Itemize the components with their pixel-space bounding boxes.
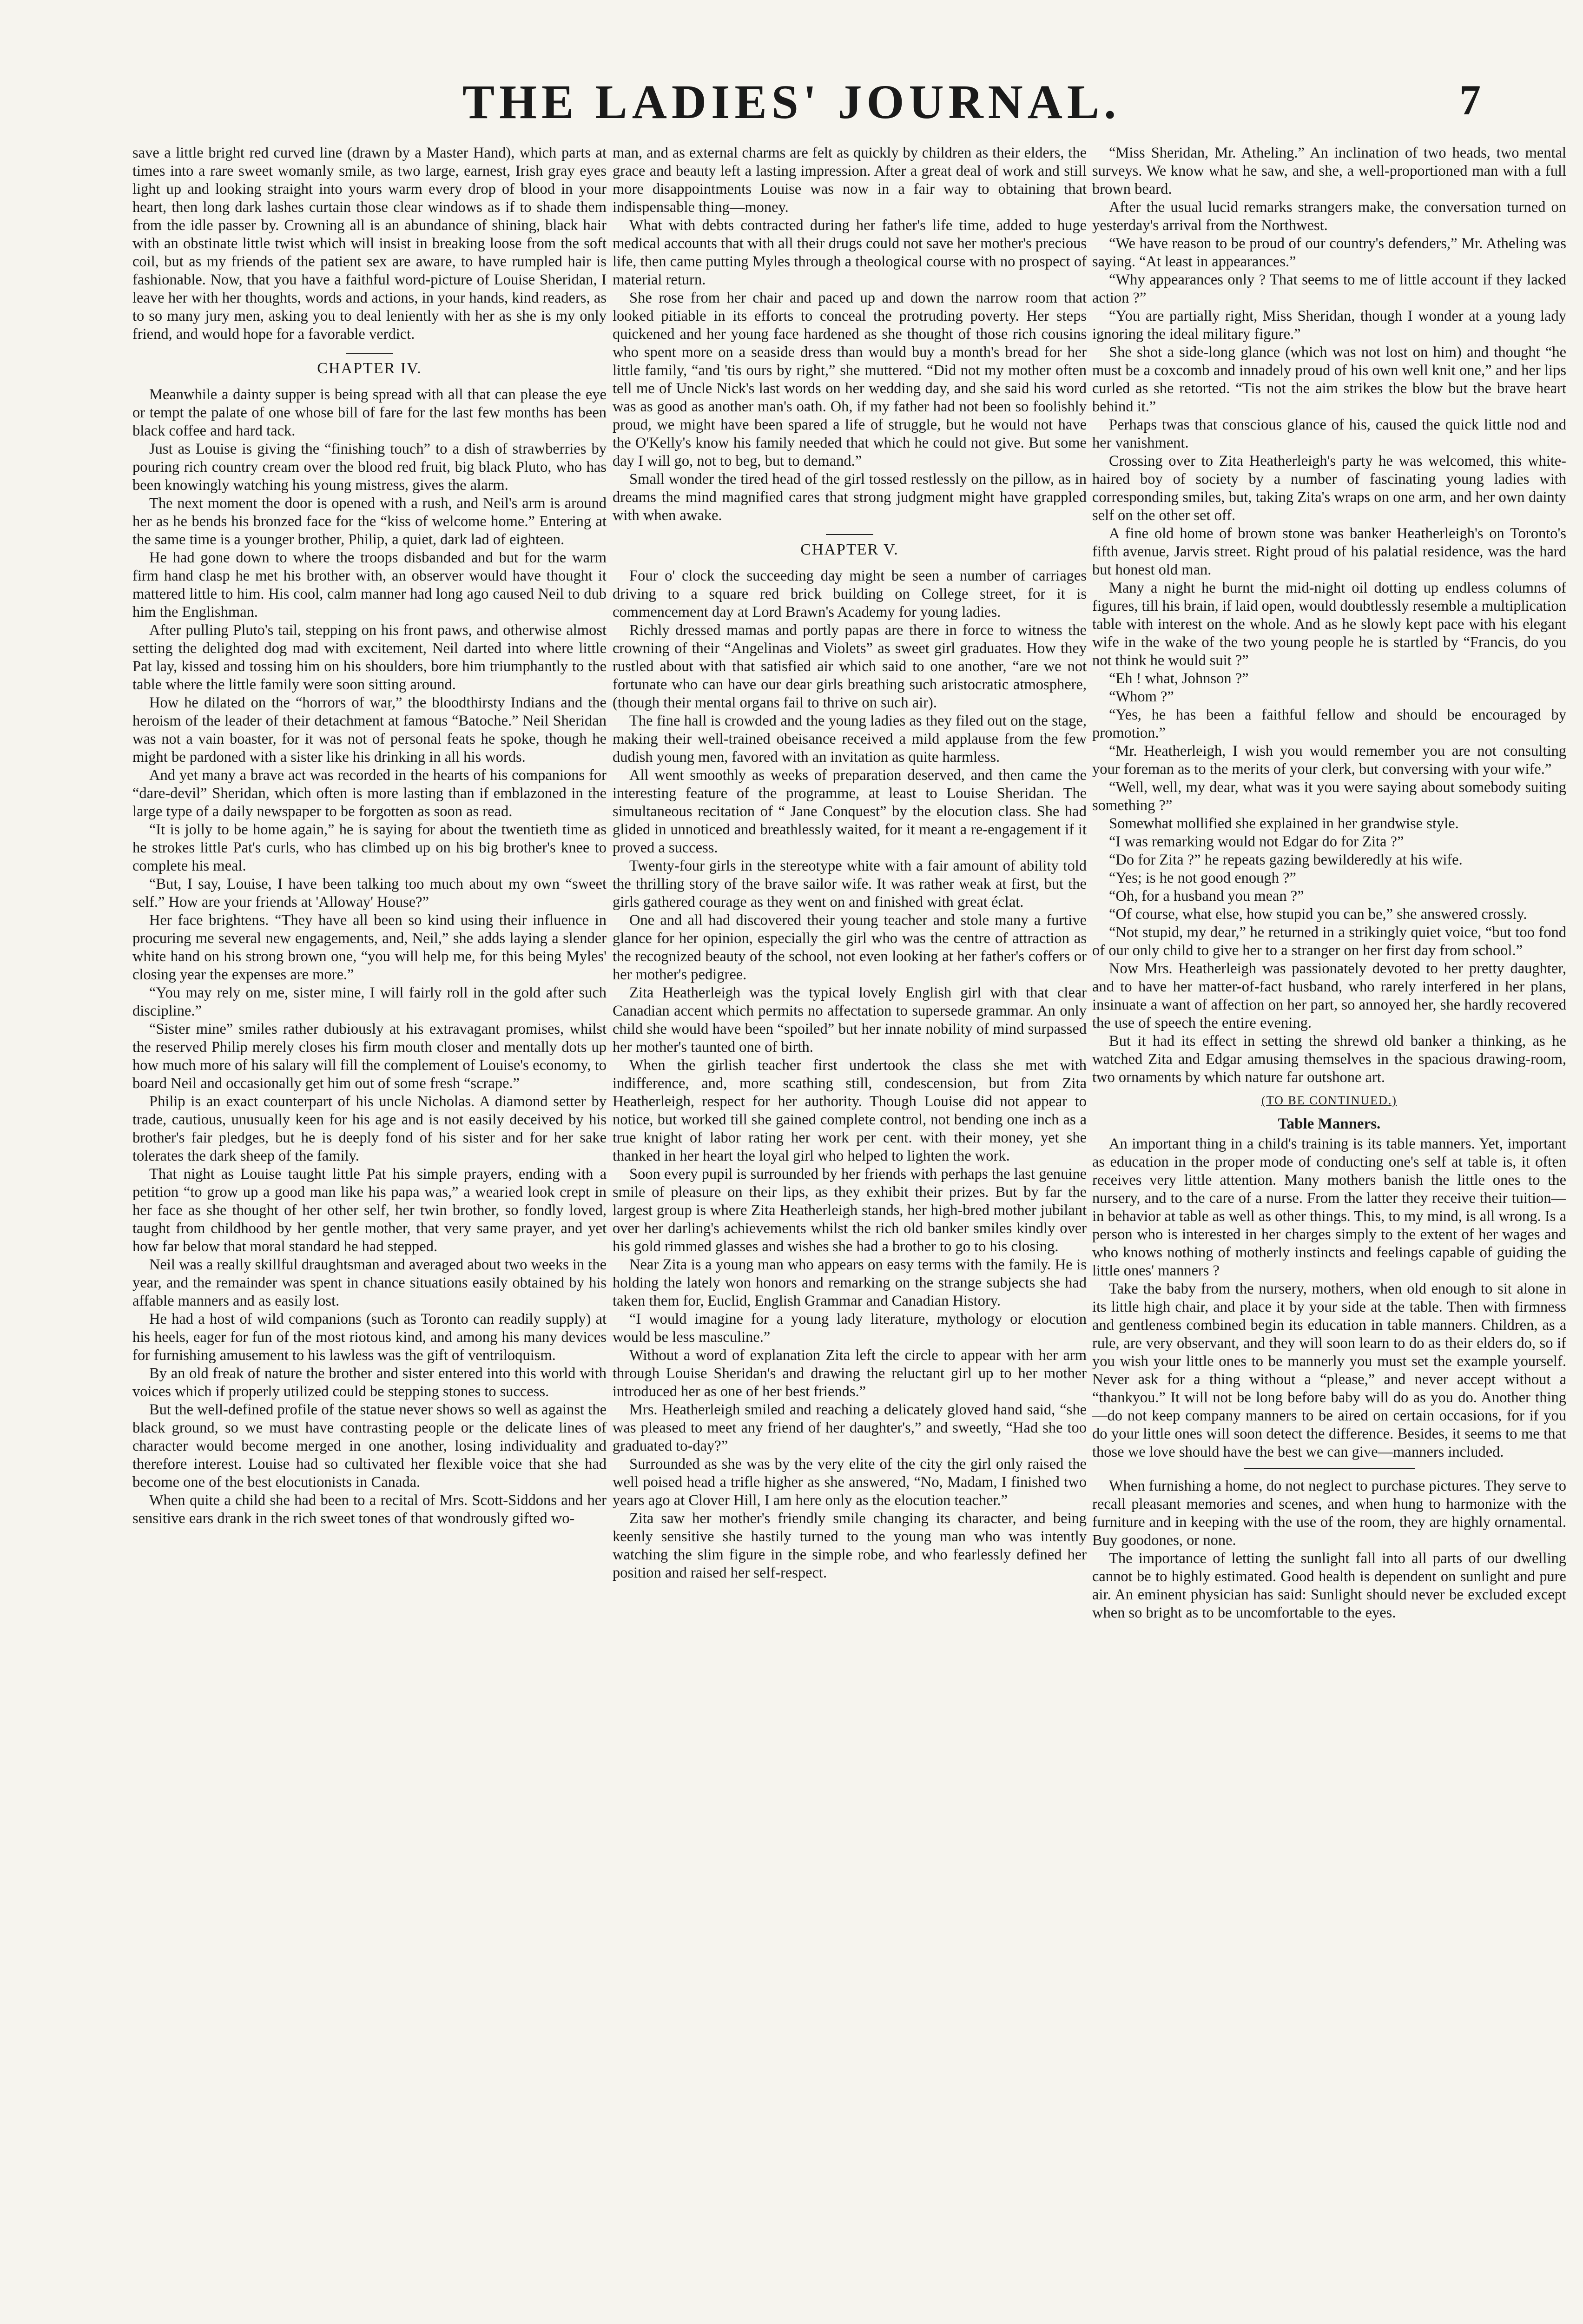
paragraph: She rose from her chair and paced up and down the narrow room that looked pitiable in its efforts to conceal the protruding poverty. Her steps quickened and her young face hardened as she thought of those rich cousins who spent more on a seaside dress than would buy a month's bread for her little family, “and 'tis ours by right,” she muttered. “Did not my mother often tell me of Uncle Nick's last words on her wedding day, and she said his word was as good as another man's oath. Oh, if my father had not been so foolishly proud, we might have been spared a life of struggle, but he would not have the O'Kelly's know his family needed that which he could not give. But some day I will go, not to beg, but to demand.” [613, 290, 1087, 469]
paragraph: save a little bright red curved line (drawn by a Master Hand), which parts at times into a rare sweet womanly smile, as two large, earnest, Irish gray eyes light up and looking straight into yours warm every drop of blood in your heart, then long dark lashes curtain those clear windows as if to shade them from the idle passer by. Crowning all is an abundance of shining, black hair with an obstinate little twist which will insist in breaking loose from the soft coil, but as my friends of the patient sex are aware, to have rumpled hair is fashionable. Now, that you have a faithful word-picture of Louise Sheridan, I leave her with her thoughts, words and actions, in your hands, kind readers, as to so many jury men, asking you to deal leniently with her as she is my only friend, and would hope for a favorable verdict. [132, 145, 607, 343]
paragraph: Many a night he burnt the mid-night oil dotting up endless columns of figures, till his brain, if laid open, would doubtlessly resemble a multiplication table with interest on the whole. And as he slowly kept pace with his elegant wife in the wake of the two young people he is startled by “Francis, do you not think he would suit ?” [1092, 580, 1566, 669]
paragraph: The fine hall is crowded and the young ladies as they filed out on the stage, making their well-trained obeisance received a mild applause from the few dudish young men, favored with an invitation as quite harmless. [613, 713, 1087, 766]
paragraph: Philip is an exact counterpart of his uncle Nicholas. A diamond setter by trade, cautious, unusually keen for his age and is not easily deceived by his brother's fair pledges, but he is deeply fond of his sister and for her sake tolerates the dark sheep of the family. [132, 1093, 607, 1164]
paragraph: The importance of letting the sunlight fall into all parts of our dwelling cannot be to highly estimated. Good health is dependent on sunlight and pure air. An eminent physician has said: Sunlight should never be excluded except when so bright as to be uncomfortable to the eyes. [1092, 1550, 1566, 1621]
paragraph: Near Zita is a young man who appears on easy terms with the family. He is holding the lately won honors and remarking on the strange subjects she had taken them for, Euclid, English Grammar and Canadian History. [613, 1256, 1087, 1309]
paragraph: “I was remarking would not Edgar do for Zita ?” [1109, 833, 1404, 850]
paragraph: Zita Heatherleigh was the typical lovely English girl with that clear Canadian accent which permits no affectation to supersede grammar. An only child she would have been “spoiled” but her innate nobility of mind surpassed her mother's taunted one of birth. [613, 984, 1087, 1056]
paragraph: Neil was a really skillful draughtsman and averaged about two weeks in the year, and the remainder was spent in chance situations easily obtained by his affable manners and as easily lost. [132, 1256, 607, 1309]
paragraph: Just as Louise is giving the “finishing touch” to a dish of strawberries by pouring rich country cream over the blood red fruit, big black Pluto, who has been knowingly watching his young mistress, gives the alarm. [132, 441, 607, 494]
chapter-heading-iv: CHAPTER IV. [132, 359, 607, 377]
paragraph: Take the baby from the nursery, mothers, when old enough to sit alone in its little high chair, and place it by your side at the table. Then with firmness and gentleness combined begin its education in table manners. Children, as a rule, are very observant, and they will soon learn to do as their elders do, so if you wish your little ones to be mannerly you must set the example yourself. Never ask for a thing without a “please,” and never accept without a “thankyou.” It will not be long before baby will do as you do. Another thing—do not keep company manners to be aired on certain occasions, for if you do your little ones will soon detect the difference. Besides, it seems to me that those we love should have the best we can give—manners included. [1092, 1281, 1566, 1460]
paragraph: “We have reason to be proud of our country's defenders,” Mr. Atheling was saying. “At least in appearances.” [1092, 235, 1566, 270]
paragraph: “You are partially right, Miss Sheridan, though I wonder at a young lady ignoring the ideal military figure.” [1092, 308, 1566, 343]
paragraph: When the girlish teacher first undertook the class she met with indifference, and, more scathing still, condescension, but from Zita Heatherleigh, respect for her authority. Though Louise did not appear to notice, but worked till she gained complete control, not bending one inch as a true knight of labor rating her work per cent. with their money, yet she thanked in her heart the loyal girl who helped to lighten the work. [613, 1057, 1087, 1164]
masthead [0, 70, 1583, 139]
paragraph: Richly dressed mamas and portly papas are there in force to witness the crowning of their “Angelinas and Violets” as sweet girl graduates. How they rustled about with that satisfied air which said to one another, “are we not fortunate who can have our dear girls breathing such aristocratic atmosphere, (though their mental organs fail to thrive on such air). [613, 622, 1087, 711]
paragraph: Surrounded as she was by the very elite of the city the girl only raised the well poised head a trifle higher as she answered, “No, Madam, I finished two years ago at Clover Hill, I am here only as the elocution teacher.” [613, 1456, 1087, 1509]
paragraph: “Eh ! what, Johnson ?” [1109, 670, 1249, 687]
paragraph: Small wonder the tired head of the girl tossed restlessly on the pillow, as in dreams the mind magnified cares that strong judgment might have grappled with when awake. [613, 471, 1087, 524]
paragraph: “You may rely on me, sister mine, I will fairly roll in the gold after such discipline.” [132, 984, 607, 1019]
paragraph: “Sister mine” smiles rather dubiously at his extravagant promises, whilst the reserved Philip merely closes his firm mouth closer and mentally dots up how much more of his salary will fill the complement of Louise's economy, to board Neil and occasionally get him out of some fresh “scrape.” [132, 1021, 607, 1092]
divider [1244, 1468, 1414, 1469]
paragraph: Now Mrs. Heatherleigh was passionately devoted to her pretty daughter, and to have her matter-of-fact husband, who rarely interfered in her plans, insinuate a want of affection on her part, so annoyed her, she hardly recovered the use of speech the entire evening. [1092, 960, 1566, 1031]
paragraph: “Oh, for a husband you mean ?” [1109, 888, 1304, 905]
paragraph: Mrs. Heatherleigh smiled and reaching a delicately gloved hand said, “she was pleased to meet any friend of her daughter's,” and sweetly, “Had she too graduated to-day?” [613, 1401, 1087, 1454]
paragraph: When furnishing a home, do not neglect to purchase pictures. They serve to recall pleasant memories and scenes, and when hung to harmonize with the furniture and in keeping with the use of the room, they are highly ornamental. Buy goodones, or none. [1092, 1478, 1566, 1549]
column-3 [1092, 144, 1566, 2301]
paragraph: Meanwhile a dainty supper is being spread with all that can please the eye or tempt the palate of one whose bill of fare for the last few months has been black coffee and hard tack. [132, 386, 607, 439]
paragraph: “I would imagine for a young lady literature, mythology or elocution would be less masculine.” [613, 1311, 1087, 1346]
paragraph: Soon every pupil is surrounded by her friends with perhaps the last genuine smile of pleasure on their lips, as they exhibit their prizes. But by far the largest group is where Zita Heatherleigh stands, her high-bred mother jubilant over her darling's achievements whilst the rich old banker smiles kindly over his gold rimmed glasses and wishes she had a brother to go to his closing. [613, 1166, 1087, 1255]
paragraph: Somewhat mollified she explained in her grandwise style. [1109, 815, 1459, 832]
column-2 [613, 144, 1087, 2301]
paragraph: “Yes; is he not good enough ?” [1109, 870, 1296, 886]
journal-title: THE LADIES' JOURNAL. [462, 75, 1121, 129]
page-number: 7 [1459, 76, 1481, 124]
paragraph: How he dilated on the “horrors of war,” the bloodthirsty Indians and the heroism of the leader of their detachment at famous “Batoche.” Neil Sheridan was not a vain boaster, for it was not of personal feats he spoke, though he might be pardoned with a sister like his drinking in all his words. [132, 694, 607, 766]
to-be-continued: (TO BE CONTINUED.) [1261, 1094, 1397, 1107]
paragraph: He had gone down to where the troops disbanded and but for the warm firm hand clasp he met his brother with, an observer would have thought it mattered little to him. His cool, calm manner had long ago caused Neil to dub him the Englishman. [132, 549, 607, 621]
section-heading-table-manners: Table Manners. [1278, 1116, 1381, 1132]
paragraph: After pulling Pluto's tail, stepping on his front paws, and otherwise almost setting the delighted dog mad with excitement, Neil darted into where little Pat lay, kissed and tossing him on his shoulders, bore him triumphantly to the table where the little family were soon sitting around. [132, 622, 607, 693]
paragraph: “Yes, he has been a faithful fellow and should be encouraged by promotion.” [1092, 706, 1566, 741]
paragraph: “Mr. Heatherleigh, I wish you would remember you are not consulting your foreman as to the merits of your clerk, but conversing with your wife.” [1092, 743, 1566, 778]
paragraph: Perhaps twas that conscious glance of his, caused the quick little nod and her vanishment. [1092, 416, 1566, 451]
paragraph: A fine old home of brown stone was banker Heatherleigh's on Toronto's fifth avenue, Jarvis street. Right proud of his palatial residence, was the hard but honest old man. [1092, 525, 1566, 578]
paragraph: man, and as external charms are felt as quickly by children as their elders, the grace and beauty left a lasting impression. After a great deal of work and still more disappointments Louise was now in a fair way to obtaining that indispensable thing—money. [613, 145, 1087, 216]
paragraph: One and all had discovered their young teacher and stole many a furtive glance for her opinion, especially the girl who was the centre of attraction as the recognized beauty of the school, not even looking at her father's coffers or her mother's pedigree. [613, 912, 1087, 983]
paragraph: She shot a side-long glance (which was not lost on him) and thought “he must be a coxcomb and innadely proud of his own well knit one,” and her lips curled as she retorted. “Tis not the aim strikes the blow but the brave heart behind it.” [1092, 344, 1566, 415]
paragraph: “But, I say, Louise, I have been talking too much about my own “sweet self.” How are your friends at 'Alloway' House?” [132, 876, 607, 911]
paragraph: When quite a child she had been to a recital of Mrs. Scott-Siddons and her sensitive ears drank in the rich sweet tones of that wondrously gifted wo- [132, 1492, 607, 1527]
paragraph: But the well-defined profile of the statue never shows so well as against the black ground, so we must have contrasting people or the delicate lines of character would become merged in one another, losing individuality and therefore interest. Louise had so cultivated her flexible voice that she had become one of the best elocutionists in Canada. [132, 1401, 607, 1491]
paragraph: “Do for Zita ?” he repeats gazing bewilderedly at his wife. [1109, 852, 1463, 868]
paragraph: Crossing over to Zita Heatherleigh's party he was welcomed, this white-haired boy of society by a number of fascinating young ladies with corresponding smiles, but, taking Zita's wraps on one arm, and her own dainty self on the other set off. [1092, 453, 1566, 524]
paragraph: And yet many a brave act was recorded in the hearts of his companions for “dare-devil” Sheridan, which often is more lasting than if emblazoned in the large type of a daily newspaper to be forgotten as soon as read. [132, 767, 607, 820]
paragraph: “Miss Sheridan, Mr. Atheling.” An inclination of two heads, two mental surveys. We know what he saw, and she, a well-proportioned man with a full brown beard. [1092, 145, 1566, 198]
paragraph: All went smoothly as weeks of preparation deserved, and then came the interesting feature of the programme, at least to Louise Sheridan. The simultaneous recitation of “ Jane Conquest” by the elocution class. She had glided in unnoticed and breathlessly waited, for it meant a re-engagement if it proved a success. [613, 767, 1087, 856]
paragraph: Twenty-four girls in the stereotype white with a fair amount of ability told the thrilling story of the brave sailor wife. It was rather weak at first, but the girls gathered courage as they went on and finished with great éclat. [613, 858, 1087, 911]
paragraph: Zita saw her mother's friendly smile changing its character, and being keenly sensitive she hastily turned to the young man who was intently watching the slim figure in the simple robe, and who fearlessly defined her position and raised her self-respect. [613, 1510, 1087, 1581]
paragraph: “It is jolly to be home again,” he is saying for about the twentieth time as he strokes little Pat's curls, who has climbed up on his big brother's knee to complete his meal. [132, 821, 607, 874]
paragraph: “Not stupid, my dear,” he returned in a strikingly quiet voice, “but too fond of our only child to give her to a stranger on her first day from school.” [1092, 924, 1566, 959]
paragraph: Four o' clock the succeeding day might be seen a number of carriages driving to a square red brick building on College street, for it is commencement day at Lord Brawn's Academy for young ladies. [613, 568, 1087, 621]
paragraph: “Of course, what else, how stupid you can be,” she answered crossly. [1109, 906, 1527, 923]
paragraph: “Whom ?” [1109, 688, 1174, 705]
paragraph: Her face brightens. “They have all been so kind using their influence in procuring me several new engagements, and, Neil,” she adds laying a slender white hand on his strong brown one, “you will help me, for this being Myles' closing year the expenses are more.” [132, 912, 607, 983]
paragraph: What with debts contracted during her father's life time, added to huge medical accounts that with all their drugs could not save her mother's precious life, then came putting Myles through a theological course with no prospect of material return. [613, 217, 1087, 288]
paragraph: The next moment the door is opened with a rush, and Neil's arm is around her as he bends his bronzed face for the “kiss of welcome home.” Entering at the same time is a younger brother, Philip, a quiet, dark lad of eighteen. [132, 495, 607, 548]
paragraph: “Why appearances only ? That seems to me of little account if they lacked action ?” [1092, 271, 1566, 306]
paragraph: After the usual lucid remarks strangers make, the conversation turned on yesterday's arrival from the Northwest. [1092, 199, 1566, 234]
paragraph: But it had its effect in setting the shrewd old banker a thinking, as he watched Zita and Edgar amusing themselves in the spacious drawing-room, two ornaments by which nature far outshone art. [1092, 1033, 1566, 1086]
paragraph: By an old freak of nature the brother and sister entered into this world with voices which if properly utilized could be stepping stones to success. [132, 1365, 607, 1400]
paragraph: “Well, well, my dear, what was it you were saying about somebody suiting something ?” [1092, 779, 1566, 814]
paragraph: Without a word of explanation Zita left the circle to appear with her arm through Louise Sheridan's and drawing the reluctant girl up to her mother introduced her as one of her best friends.” [613, 1347, 1087, 1400]
paragraph: That night as Louise taught little Pat his simple prayers, ending with a petition “to grow up a good man like his papa was,” a wearied look crept in her face as she thought of her other self, her twin brother, so fondly loved, taught from childhood by her gentle mother, that very same prayer, and yet how far below that moral standard he had stepped. [132, 1166, 607, 1255]
chapter-heading-v: CHAPTER V. [613, 541, 1087, 559]
paragraph: An important thing in a child's training is its table manners. Yet, important as education in the proper mode of conducting one's self at table is, it often receives very little attention. Many mothers banish the little ones to the nursery, and to the care of a nurse. From the latter they receive their tuition—in behavior at table as well as other things. This, to my mind, is all wrong. Is a person who is interested in her charges simply to the extent of her wages and who knows nothing of motherly instincts and feelings capable of guiding the little ones' manners ? [1092, 1136, 1566, 1279]
paragraph: He had a host of wild companions (such as Toronto can readily supply) at his heels, eager for fun of the most riotous kind, and among his many devices for furnishing amusement to his lawless was the gift of ventriloquism. [132, 1311, 607, 1364]
column-1 [132, 144, 607, 2301]
